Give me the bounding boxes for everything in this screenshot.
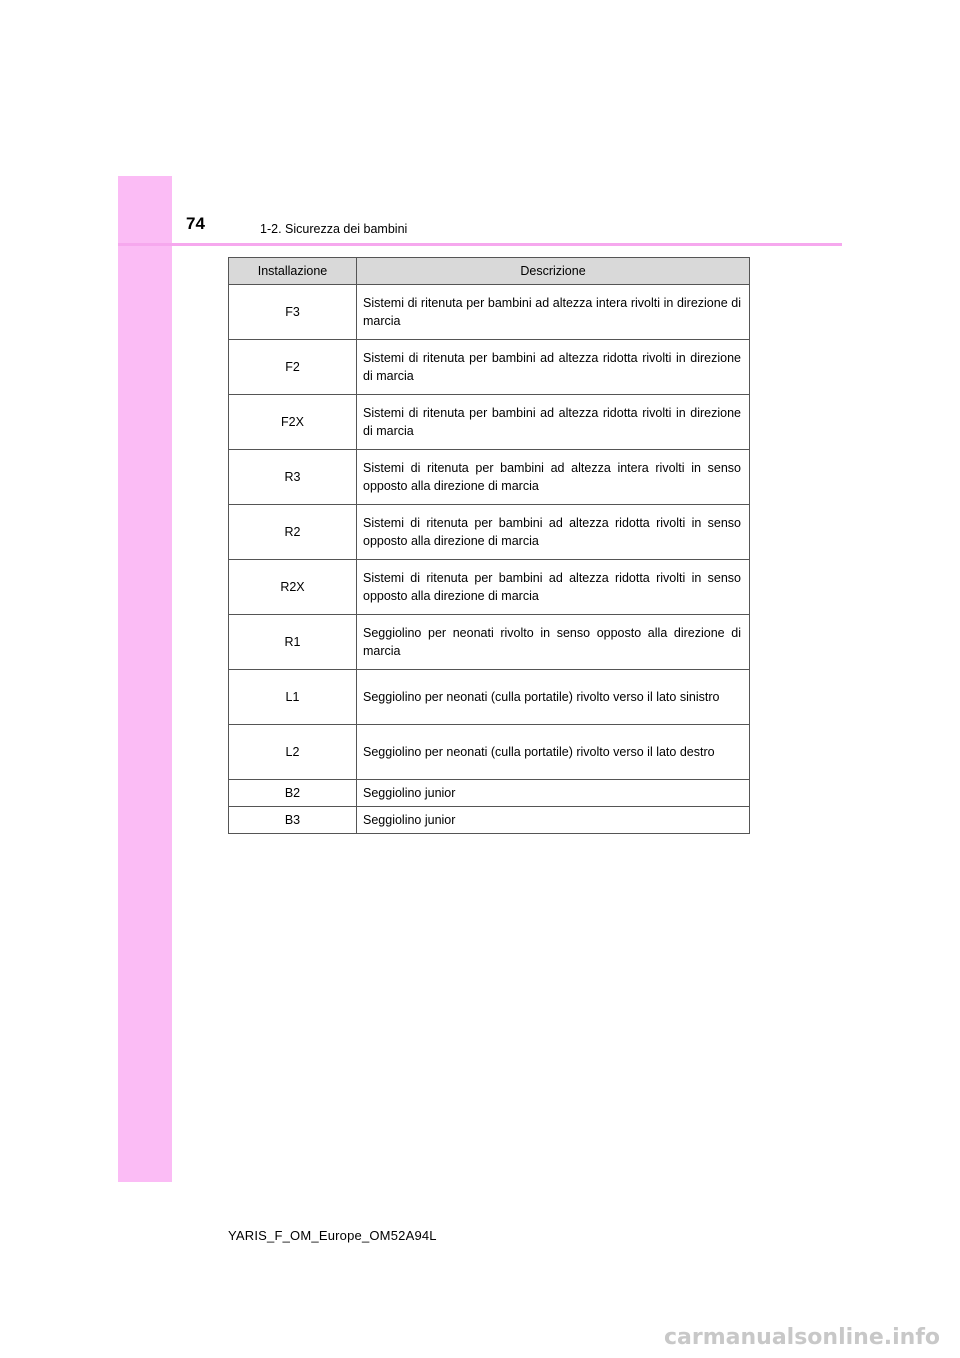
installation-description: Sistemi di ritenuta per bambini ad altezza intera rivolti in senso opposto alla direzione di marcia: [357, 450, 750, 505]
installation-code: F2X: [229, 395, 357, 450]
table-row: [229, 505, 750, 560]
table-row: [229, 560, 750, 615]
installation-description: Sistemi di ritenuta per bambini ad altezza ridotta rivolti in senso opposto alla direzione di marcia: [357, 505, 750, 560]
page-number: 74: [186, 214, 205, 233]
table-row: [229, 670, 750, 725]
installation-description: Seggiolino junior: [357, 780, 750, 807]
installation-code: R3: [229, 450, 357, 505]
table-row: [229, 340, 750, 395]
table-row: [229, 450, 750, 505]
table-row: [229, 725, 750, 780]
table-header-row: [229, 258, 750, 285]
installation-code: R2X: [229, 560, 357, 615]
installation-description: Seggiolino per neonati (culla portatile) rivolto verso il lato sinistro: [357, 670, 750, 725]
installation-code: L1: [229, 670, 357, 725]
installation-code: B3: [229, 807, 357, 834]
installation-table: [228, 257, 750, 834]
document-id: YARIS_F_OM_Europe_OM52A94L: [228, 1228, 437, 1243]
installation-code: F2: [229, 340, 357, 395]
installation-description: Sistemi di ritenuta per bambini ad altezza ridotta rivolti in direzione di marcia: [357, 340, 750, 395]
installation-description: Seggiolino junior: [357, 807, 750, 834]
installation-code: R1: [229, 615, 357, 670]
table-row: [229, 615, 750, 670]
installation-description: Sistemi di ritenuta per bambini ad altezza ridotta rivolti in direzione di marcia: [357, 395, 750, 450]
section-title: 1-2. Sicurezza dei bambini: [260, 222, 408, 236]
installation-code: B2: [229, 780, 357, 807]
column-header-descrizione: Descrizione: [357, 258, 750, 285]
table-row: [229, 807, 750, 834]
table-row: [229, 395, 750, 450]
installation-description: Sistemi di ritenuta per bambini ad altezza ridotta rivolti in senso opposto alla direzione di marcia: [357, 560, 750, 615]
watermark: carmanualsonline.info: [664, 1325, 940, 1350]
installation-description: Seggiolino per neonati rivolto in senso opposto alla direzione di marcia: [357, 615, 750, 670]
column-header-installazione: Installazione: [229, 258, 357, 285]
installation-code: F3: [229, 285, 357, 340]
installation-description: Sistemi di ritenuta per bambini ad altezza intera rivolti in direzione di marcia: [357, 285, 750, 340]
header-divider: [118, 243, 842, 246]
table-row: [229, 285, 750, 340]
installation-code: L2: [229, 725, 357, 780]
chapter-sidebar: [118, 176, 172, 1182]
table-row: [229, 780, 750, 807]
installation-code: R2: [229, 505, 357, 560]
installation-description: Seggiolino per neonati (culla portatile) rivolto verso il lato destro: [357, 725, 750, 780]
